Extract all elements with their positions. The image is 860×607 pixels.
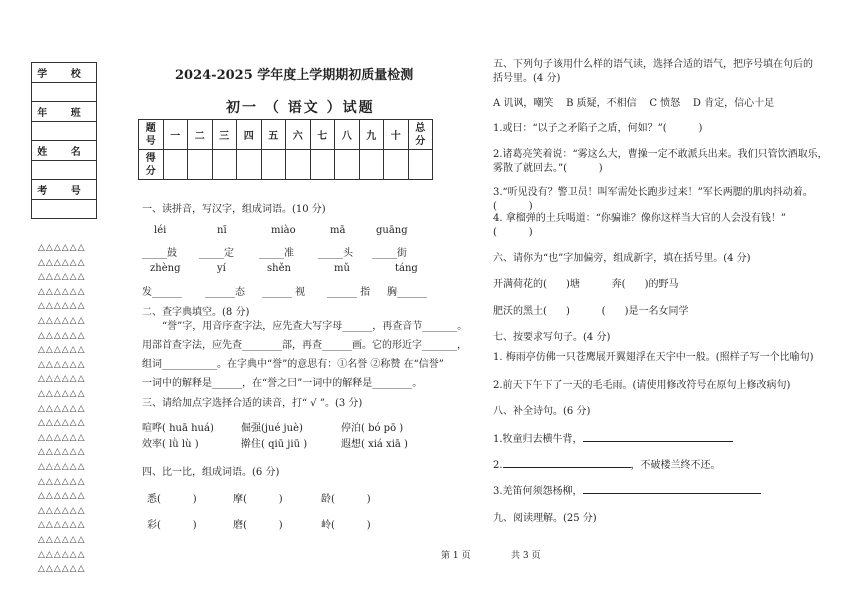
grade-field <box>32 121 97 141</box>
poem-blank-3[interactable] <box>583 483 761 494</box>
poem-line-3-text: 3.羌笛何须怨杨柳， <box>493 486 583 497</box>
score-header-cell: 总 分 <box>408 120 433 150</box>
poem-line-2-text: ，不破楼兰终不还。 <box>630 460 721 471</box>
word-blank: 发______ <box>142 287 182 298</box>
pinyin-text: nī <box>217 225 227 236</box>
question-5-item-4-cont: ( ) <box>493 227 533 238</box>
pronunciation-option: 擀住( qiū jiū ) <box>241 439 308 450</box>
compare-item: 龄( ) <box>321 494 371 505</box>
triangle-row: △△△△△△ <box>38 418 86 429</box>
word-blank: _____头 <box>318 248 353 259</box>
question-2-line-1: “誉”字，用音序查字法，应先查大写字母______，再查音节_______。 <box>162 321 468 332</box>
triangle-row: △△△△△△ <box>38 462 86 472</box>
score-cell[interactable] <box>359 150 384 180</box>
school-field <box>32 82 97 102</box>
score-cell[interactable] <box>310 150 335 180</box>
page-total: 共 3 页 <box>511 551 541 561</box>
triangle-row: △△△△△△ <box>38 491 86 502</box>
question-6-line-2: 肥沃的黑土( ) ( )是一名女同学 <box>493 306 689 317</box>
word-blank: _____鼓 <box>142 248 177 259</box>
pinyin-text: mǔ <box>334 263 350 274</box>
score-cell[interactable] <box>408 150 433 180</box>
name-label: 姓 名 <box>32 141 97 161</box>
question-7-item-2: 2.前天下午下了一天的毛毛雨。(请使用修改符号在原句上修改病句) <box>493 380 791 391</box>
pronunciation-option: 倔强(jué juè) <box>241 423 303 434</box>
word-blank: _____准 <box>259 248 294 259</box>
triangle-row: △△△△△△ <box>38 243 86 253</box>
student-info-table <box>31 62 97 219</box>
grade-label: 年 班 <box>32 102 97 122</box>
score-row-label: 得 分 <box>139 150 164 180</box>
triangle-row: △△△△△△ <box>38 432 86 443</box>
pronunciation-option: 遐想( xiá xiā ) <box>341 439 408 450</box>
pinyin-text: yí <box>217 263 226 274</box>
word-blank: ______态 <box>205 287 245 298</box>
question-6-line-1: 开满荷花的( )塘 奔( )的野马 <box>493 279 679 290</box>
triangle-row: △△△△△△ <box>38 301 86 312</box>
compare-item: 岭( ) <box>321 520 371 531</box>
question-2-line-4: 一词中的解释是______，在“誉之曰”一词中的解释是________。 <box>142 378 423 389</box>
triangle-row: △△△△△△ <box>38 330 86 341</box>
score-cell[interactable] <box>384 150 409 180</box>
triangle-row: △△△△△△ <box>38 564 86 575</box>
score-header-cell: 六 <box>286 120 311 150</box>
compare-item: 摩( ) <box>233 494 283 505</box>
pinyin-text: léi <box>154 225 167 236</box>
question-9-heading: 九、阅读理解。(25 分) <box>493 513 597 524</box>
question-2-line-3: 组词___________。在字典中“誉”的意思有：①名誉 ②称赞 在“信誉” <box>142 359 444 370</box>
poem-line-2-prefix: 2. <box>493 460 503 471</box>
question-8-heading: 八、补全诗句。(6 分) <box>493 406 591 417</box>
triangle-row: △△△△△△ <box>38 447 86 458</box>
question-2-heading: 二、查字典填空。(8 分) <box>142 307 250 318</box>
triangle-row: △△△△△△ <box>38 272 86 283</box>
word-blank: _____定 <box>199 248 234 259</box>
score-header-cell: 十 <box>384 120 409 150</box>
question-3-heading: 三、请给加点字选择合适的读音，打“ √ ”。(3 分) <box>142 398 363 409</box>
compare-item: 悉( ) <box>147 494 197 505</box>
compare-item: 彩( ) <box>147 520 197 531</box>
question-5-item-2-cont: 雾散了就回去。”( ) <box>493 163 603 174</box>
score-table <box>138 119 433 180</box>
poem-line-2 <box>493 457 721 472</box>
pinyin-text: táng <box>395 263 418 274</box>
triangle-row: △△△△△△ <box>38 286 86 297</box>
pinyin-text: miào <box>271 225 296 236</box>
triangle-row: △△△△△△ <box>38 359 86 370</box>
triangle-row: △△△△△△ <box>38 389 86 399</box>
question-5-item-4: 4. 拿榴弹的土兵喝道：“你骗谁？像你这样当大官的人会没有钱！” <box>493 213 786 224</box>
score-header-cell: 八 <box>335 120 360 150</box>
triangle-row: △△△△△△ <box>38 403 86 414</box>
question-7-heading: 七、按要求写句子。(4 分) <box>493 332 611 343</box>
triangle-row: △△△△△△ <box>38 257 86 268</box>
word-blank: 胸______ <box>387 287 427 298</box>
question-2-line-2: 用部首查字法，应先查________部，再查______画。它的形近字_______， <box>142 340 467 351</box>
name-field <box>32 160 97 180</box>
triangle-row: △△△△△△ <box>38 505 86 516</box>
question-5-heading-cont: 括号里。(4 分) <box>493 73 561 84</box>
score-header-cell: 四 <box>237 120 262 150</box>
question-5-item-3-cont: ( ) <box>493 201 533 212</box>
score-header-cell: 五 <box>261 120 286 150</box>
question-5-heading: 五、下列句子该用什么样的语气读，选择合适的语气，把序号填在句后的 <box>493 59 813 70</box>
score-header-cell: 九 <box>359 120 384 150</box>
score-cell[interactable] <box>212 150 237 180</box>
pinyin-text: mā <box>330 225 346 236</box>
question-4-heading: 四、比一比，组成词语。(6 分) <box>142 467 280 478</box>
poem-line-1-text: 1.牧童归去横牛背， <box>493 434 583 445</box>
pronunciation-option: 效率( lǜ lù ) <box>142 439 199 450</box>
triangle-row: △△△△△△ <box>38 520 86 531</box>
page-number: 第 1 页 <box>441 551 471 561</box>
triangle-row: △△△△△△ <box>38 374 86 385</box>
question-5-item-1: 1.或曰：“以子之矛陷子之盾，何如？”( ) <box>493 123 703 134</box>
pronunciation-option: 喧哗( huā huá) <box>142 423 214 434</box>
triangle-row: △△△△△△ <box>38 535 86 545</box>
pinyin-text: zhèng <box>150 263 181 274</box>
poem-blank-2[interactable] <box>503 457 631 468</box>
poem-line-1 <box>493 431 733 446</box>
number-label: 考 号 <box>32 180 97 200</box>
triangle-row: △△△△△△ <box>38 345 86 356</box>
question-6-heading: 六、请你为“也”字加偏旁，组成新字，填在括号里。(4 分) <box>493 253 751 264</box>
score-cell[interactable] <box>261 150 286 180</box>
score-cell[interactable] <box>237 150 262 180</box>
exam-subtitle: 初一 （ 语文 ）试题 <box>226 100 375 116</box>
score-header-cell: 二 <box>188 120 213 150</box>
word-blank: ______ 指 <box>327 287 371 298</box>
question-5-item-2: 2.诸葛亮笑着说：“雾这么大，曹操一定不敢派兵出来。我们只管饮酒取乐， <box>493 149 828 160</box>
triangle-row: △△△△△△ <box>38 476 86 487</box>
score-header-cell: 三 <box>212 120 237 150</box>
score-cell[interactable] <box>335 150 360 180</box>
triangle-row: △△△△△△ <box>38 316 86 326</box>
poem-blank-1[interactable] <box>583 431 733 442</box>
score-cell[interactable] <box>163 150 188 180</box>
number-field <box>32 199 97 219</box>
poem-line-3 <box>493 483 761 498</box>
pinyin-text: guāng <box>376 225 408 236</box>
word-blank: ______ 视 <box>262 287 306 298</box>
score-header-cell: 题 号 <box>139 120 164 150</box>
score-cell[interactable] <box>286 150 311 180</box>
question-7-item-1: 1. 梅雨亭仿佛一只苍鹰展开翼翅浮在天宇中一般。(照样子写一个比喻句) <box>493 352 814 363</box>
triangle-row: △△△△△△ <box>38 549 86 560</box>
question-1-heading: 一、读拼音，写汉字，组成词语。(10 分) <box>142 204 326 215</box>
question-5-options: A 讥讽，嘲笑 B 质疑，不相信 C 愤怒 D 肯定，信心十足 <box>493 98 775 109</box>
school-label: 学 校 <box>32 63 97 83</box>
pinyin-text: shěn <box>267 263 291 274</box>
question-5-item-3: 3.“听见没有？警卫员！叫军需处长跑步过来！”军长两腮的肌肉抖动着。 <box>493 187 813 198</box>
score-header-cell: 一 <box>163 120 188 150</box>
word-blank: _____街 <box>372 248 407 259</box>
score-cell[interactable] <box>188 150 213 180</box>
compare-item: 磨( ) <box>233 520 283 531</box>
pronunciation-option: 停泊( bó pō ) <box>341 423 404 434</box>
exam-title: 2024-2025 学年度上学期期初质量检测 <box>175 68 414 83</box>
score-header-cell: 七 <box>310 120 335 150</box>
